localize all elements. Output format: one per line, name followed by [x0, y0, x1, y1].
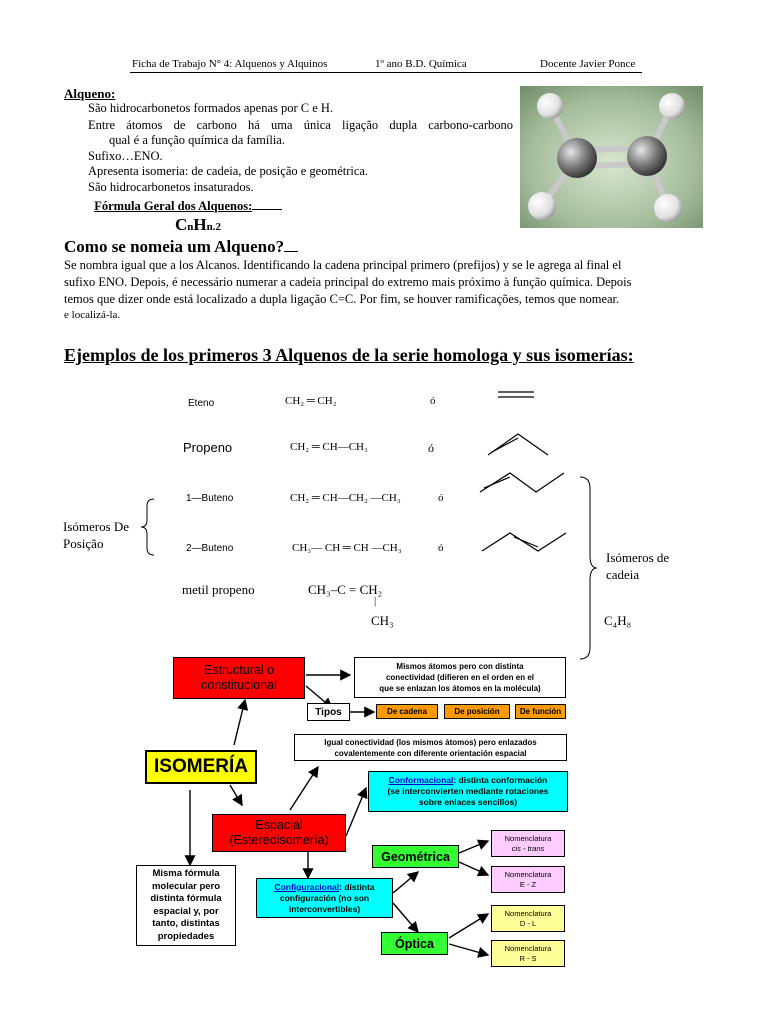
- propeno-or: ó: [428, 441, 434, 455]
- alqueno-item-4: Apresenta isomeria: de cadeia, de posição e geométrica.: [88, 164, 369, 178]
- geometrica-box: Geométrica: [372, 845, 459, 868]
- header-course: 1º ano B.D. Química: [375, 58, 467, 70]
- buteno1-formula: CH₂ ═ CH—CH₂ —CH₃: [290, 492, 401, 504]
- header-title: Ficha de Trabajo N° 4: Alquenos y Alquinos: [132, 58, 328, 70]
- alqueno-item-1: São hidrocarbonetos formados apenas por C e H.: [88, 101, 334, 115]
- optica-box: Óptica: [381, 932, 448, 955]
- alqueno-title: Alqueno:: [64, 86, 116, 101]
- metil-branch: CH₃: [371, 613, 394, 628]
- buteno2-formula: CH₃— CH ═ CH —CH₃: [292, 542, 402, 554]
- alqueno-item-2: Entre átomos de carbono há uma única ligação dupla carbono-carbono: [88, 118, 513, 132]
- chain-isomers-label: Isómeros de cadeia: [606, 550, 670, 582]
- alqueno-item-2-cont: qual é a função química da família.: [109, 133, 285, 147]
- isomeria-box: ISOMERÍA: [145, 750, 257, 784]
- metil-bond: |: [374, 595, 377, 607]
- propeno-formula: CH₂ ═ CH—CH₃: [290, 441, 368, 453]
- tipo-cadena-box: De cadena: [376, 704, 438, 719]
- alqueno-item-3: Sufixo…ENO.: [88, 149, 163, 163]
- position-isomers-label: Isómeros De Posição: [63, 519, 130, 551]
- tipos-box: Tipos: [307, 703, 350, 721]
- ethene-model-image: [520, 86, 703, 228]
- header-teacher: Docente Javier Ponce: [540, 58, 636, 70]
- conformacional-box: Conformacional: distinta conformación (se interconvierten mediante rotaciones sobre enlaces sencillos): [368, 771, 568, 812]
- misma-formula-box: Misma fórmula molecular pero distinta fórmula espacial y, por tanto, distintas propiedades: [136, 865, 236, 946]
- espacial-box: Espacial (Estereoisomería): [212, 814, 346, 852]
- buteno1-skeleton: [480, 473, 564, 492]
- examples-heading: Ejemplos de los primeros 3 Alquenos de la serie homologa y sus isomerías:: [64, 345, 634, 365]
- buteno2-name: 2—Buteno: [186, 543, 234, 554]
- configuracional-box: Configuracional: distinta configuración (no son interconvertibles): [256, 878, 393, 918]
- nomenclatura-d-l-box: Nomenclatura D - L: [491, 905, 565, 932]
- header-rule: [130, 72, 642, 73]
- igual-conectividad-box: Igual conectividad (los mismos átomos) pero enlazados covalentemente con diferente orientación espacial: [294, 734, 567, 761]
- chain-brace: [578, 476, 598, 660]
- metil-propeno-name: metil propeno: [182, 582, 255, 597]
- position-brace: [140, 498, 156, 556]
- propeno-name: Propeno: [183, 440, 233, 455]
- tipo-funcion-box: De función: [515, 704, 566, 719]
- nomenclature-paragraph: Se nombra igual que a los Alcanos. Identificando la cadena principal primero (prefijos) y se le agrega al final el sufixo ENO. Depois, é necessário numerar a cadeia principal do extremo mais próximo à função química. Depois temos que dizer onde está localizado a dupla ligação C=C. Por fim, se houver ramificações, temos que nomear. e localizá-la.: [64, 258, 632, 321]
- general-formula: CnHn.2: [175, 215, 222, 234]
- molecular-formula: C₄H₈: [604, 613, 632, 628]
- nomenclatura-e-z-box: Nomenclatura E - Z: [491, 866, 565, 893]
- buteno1-or: ó: [438, 492, 444, 504]
- mismos-atomos-box: Mismos átomos pero con distinta conectividad (difieren en el orden en el que se enlazan los átomos en la molécula): [354, 657, 566, 698]
- formula-title: Fórmula Geral dos Alquenos:: [94, 199, 253, 213]
- buteno2-skeleton: [482, 533, 566, 551]
- nomenclatura-cis-trans-box: Nomenclatura cis - trans: [491, 830, 565, 857]
- nomenclature-heading: Como se nomeia um Alqueno?: [64, 237, 298, 257]
- metil-propeno-formula: CH₃–C = CH₂: [308, 582, 383, 597]
- propeno-skeleton: [488, 434, 548, 455]
- buteno1-name: 1—Buteno: [186, 493, 234, 504]
- tipo-posicion-box: De posición: [444, 704, 510, 719]
- nomenclatura-r-s-box: Nomenclatura R - S: [491, 940, 565, 967]
- eteno-or: ó: [430, 395, 436, 407]
- alqueno-item-5: São hidrocarbonetos insaturados.: [88, 180, 254, 194]
- estructural-box: Estructural o constitucional: [173, 657, 305, 699]
- formula-title-row: [88, 199, 282, 214]
- eteno-name: Eteno: [188, 398, 215, 409]
- eteno-formula: CH₂ ═ CH₂: [285, 395, 337, 407]
- buteno2-or: ó: [438, 542, 444, 554]
